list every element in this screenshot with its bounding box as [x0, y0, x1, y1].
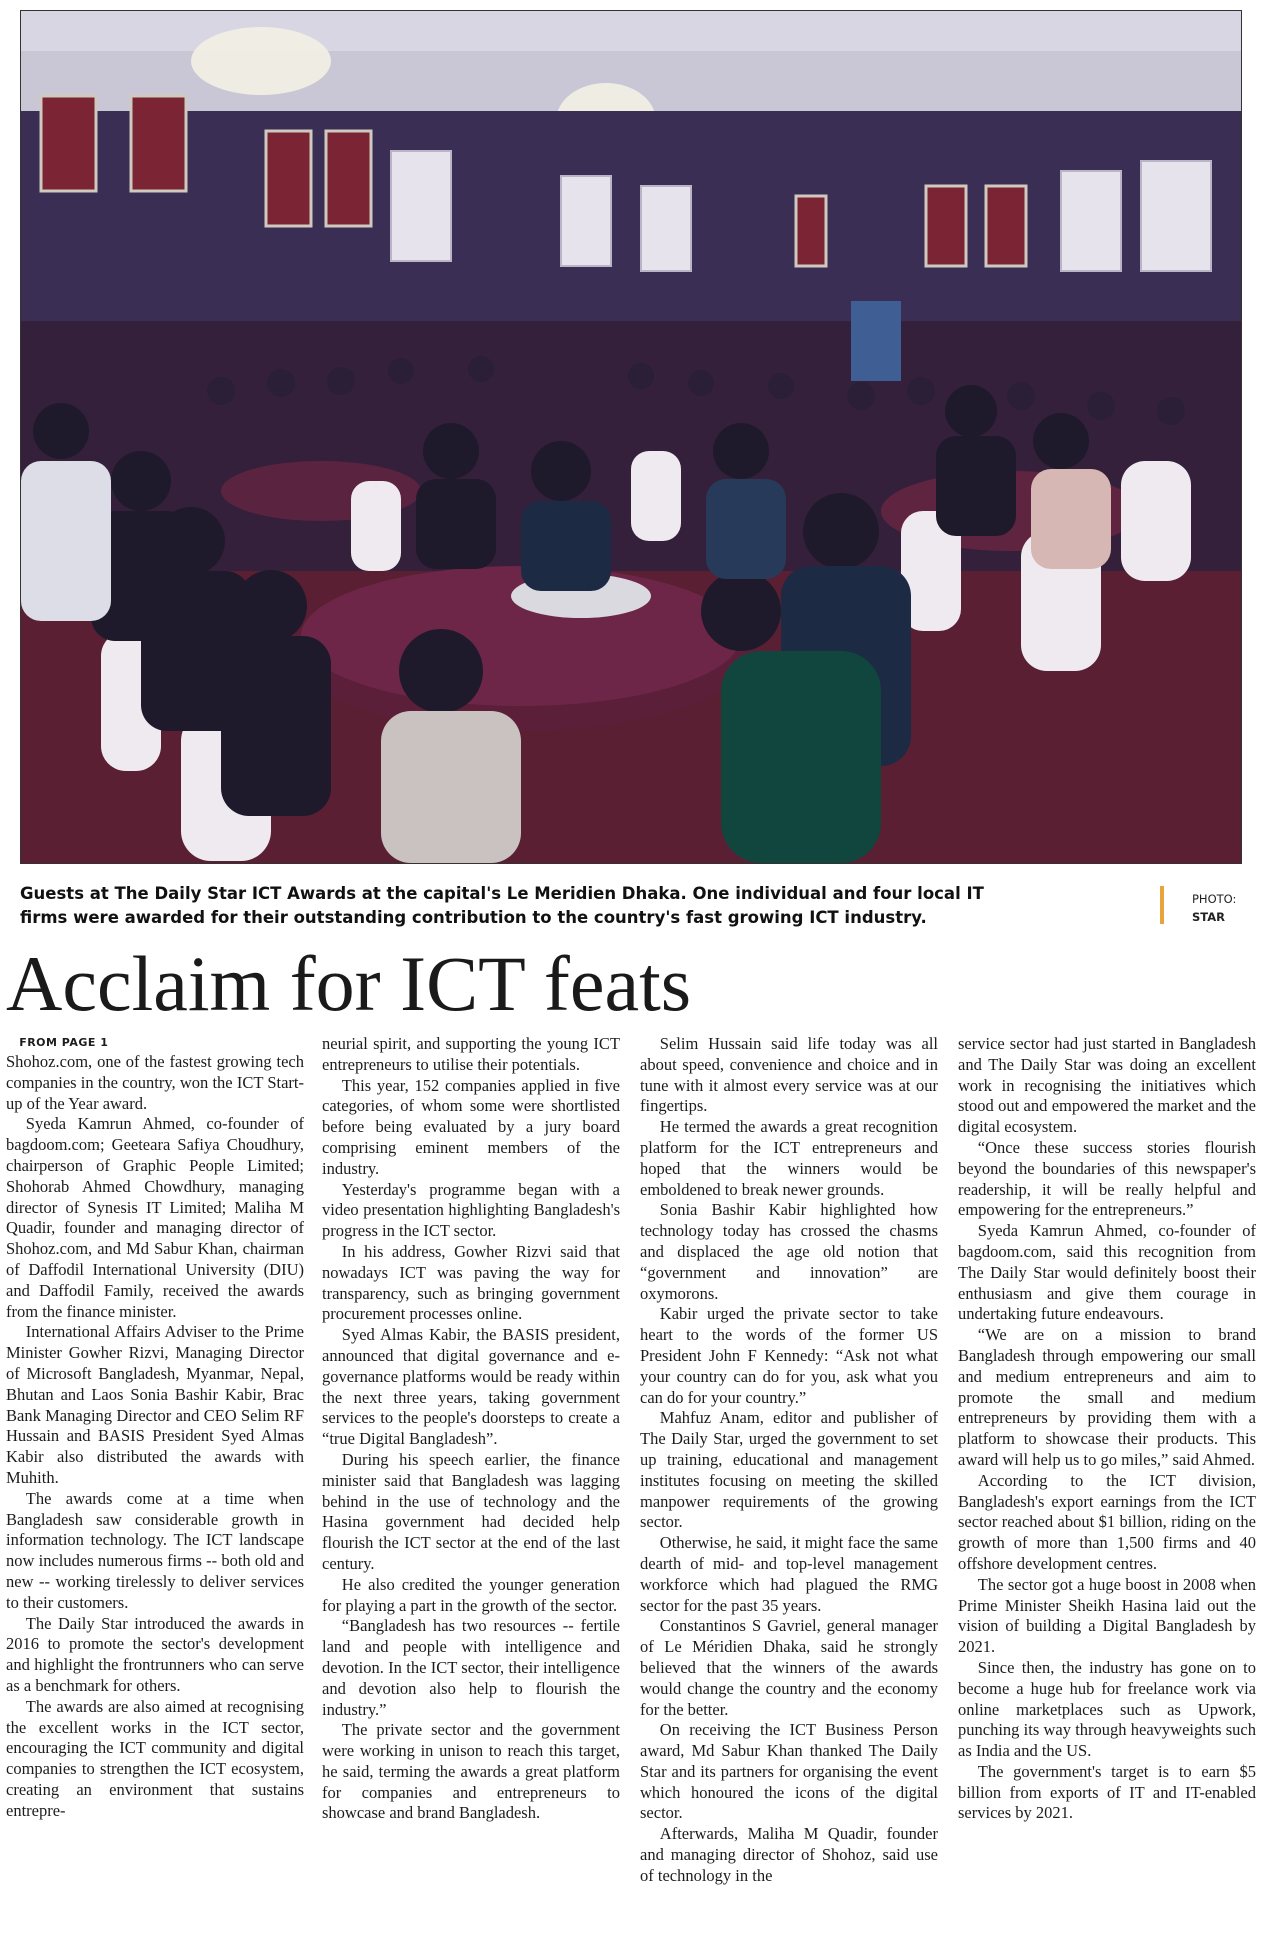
photo-credit-source: STAR	[1192, 910, 1225, 924]
paragraph: Shohoz.com, one of the fastest growing tech companies in the country, won the ICT Start-up of the Year award.	[6, 1052, 304, 1113]
ballroom-photo-illustration	[21, 11, 1241, 863]
paragraph: Otherwise, he said, it might face the same dearth of mid- and top-level management workforce which had plagued the RMG sector for the past 35 years.	[640, 1533, 938, 1615]
paragraph: “Once these success stories flourish beyond the boundaries of this newspaper's readership, it will be really helpful and empowering for the entrepreneurs.”	[958, 1137, 1256, 1220]
paragraph: Since then, the industry has gone on to become a huge hub for freelance work via online marketplaces such as Upwork, punching its way through heavyweights such as India and the US.	[958, 1657, 1256, 1761]
paragraph: Syeda Kamrun Ahmed, co-founder of bagdoom.com; Geeteara Safiya Choudhury, chairperson of Graphic People Limited; Shohorab Ahmed Chowdhury, managing director of Synesis IT Limited; Maliha M Quadir, founder and managing director of Shohoz.com, and Md Sabur Khan, chairman of Daffodil International University (DIU) and Daffodil Family, received the awards from the finance minister.	[6, 1114, 304, 1321]
event-photo	[20, 10, 1242, 864]
paragraph: Mahfuz Anam, editor and publisher of The Daily Star, urged the government to set up training, educational and management institutes focusing on meeting the skilled manpower requirements of the growing sector.	[640, 1408, 938, 1532]
photo-credit-label: PHOTO:	[1192, 892, 1237, 906]
paragraph: “Bangladesh has two resources -- fertile land and people with intelligence and devotion. In the ICT sector, their intelligence and devotion also help to flourish the industry.”	[322, 1616, 620, 1719]
photo-caption: Guests at The Daily Star ICT Awards at the capital's Le Meridien Dhaka. One individual and four local IT firms were awarded for their outstanding contribution to the country's fast growing ICT industry.	[20, 884, 984, 927]
paragraph: neurial spirit, and supporting the young ICT entrepreneurs to utilise their potentials.	[322, 1034, 620, 1074]
paragraph: Afterwards, Maliha M Quadir, founder and managing director of Shohoz, said use of technology in the	[640, 1824, 938, 1885]
paragraph: The awards are also aimed at recognising the excellent works in the ICT sector, encouraging the ICT community and digital companies to strengthen the ICT ecosystem, creating an environment that sustains entrepre-	[6, 1696, 304, 1820]
paragraph: Yesterday's programme began with a video presentation highlighting Bangladesh's progress in the ICT sector.	[322, 1179, 620, 1241]
article-column-1	[6, 1034, 304, 1949]
paragraph: Syed Almas Kabir, the BASIS president, announced that digital governance and e-governance platforms would be ready within the next three years, taking government services to the people's doorsteps to create a “true Digital Bangladesh”.	[322, 1325, 620, 1449]
article-column-2	[322, 1034, 620, 1949]
article-column-4	[958, 1034, 1256, 1949]
paragraph: “We are on a mission to brand Bangladesh through empowering our small and medium entrepreneurs and aim to promote the small and medium entrepreneurs by providing them with a platform to showcase their products. This award will help us to go miles,” said Ahmed.	[958, 1325, 1256, 1469]
paragraph: In his address, Gowher Rizvi said that nowadays ICT was paving the way for transparency, such as bringing government procurement processes online.	[322, 1241, 620, 1324]
paragraph: Syeda Kamrun Ahmed, co-founder of bagdoom.com, said this recognition from The Daily Star would definitely boost their enthusiasm and give them courage in undertaking future endeavours.	[958, 1221, 1256, 1324]
paragraph: He also credited the younger generation for playing a part in the growth of the sector.	[322, 1574, 620, 1615]
paragraph: During his speech earlier, the finance minister said that Bangladesh was lagging behind in the use of technology and the Hasina government had decided help flourish the ICT sector at the end of the last century.	[322, 1449, 620, 1573]
headline: Acclaim for ICT feats	[6, 940, 692, 1027]
paragraph: According to the ICT division, Bangladesh's export earnings from the ICT sector reached about $1 billion, riding on the growth of more than 1,500 firms and 40 offshore development centres.	[958, 1470, 1256, 1573]
paragraph: service sector had just started in Bangladesh and The Daily Star was doing an excellent work in recognising the initiatives which stood out and empowered the market and the digital ecosystem.	[958, 1034, 1256, 1137]
paragraph: The government's target is to earn $5 billion from exports of IT and IT-enabled services by 2021.	[958, 1761, 1256, 1823]
paragraph: The private sector and the government were working in unison to reach this target, he said, terming the awards a great platform for companies and entrepreneurs to showcase and brand Bangladesh.	[322, 1720, 620, 1823]
paragraph: The sector got a huge boost in 2008 when Prime Minister Sheikh Hasina laid out the vision of building a Digital Bangladesh by 2021.	[958, 1574, 1256, 1657]
paragraph: On receiving the ICT Business Person award, Md Sabur Khan thanked The Daily Star and its partners for organising the event which honoured the icons of the digital sector.	[640, 1720, 938, 1823]
paragraph: The awards come at a time when Bangladesh saw considerable growth in information technology. The ICT landscape now includes numerous firms -- both old and new -- working tirelessly to deliver services to their customers.	[6, 1488, 304, 1612]
paragraph: Selim Hussain said life today was all about speed, convenience and choice and in tune with it almost every service was at our fingertips.	[640, 1034, 938, 1116]
paragraph: Kabir urged the private sector to take heart to the words of the former US President John F Kennedy: “Ask not what your country can do for you, ask what you can do for your country.”	[640, 1304, 938, 1407]
article-column-3	[640, 1034, 938, 1949]
credit-accent-bar	[1160, 886, 1164, 924]
from-page-kicker: FROM PAGE 1	[19, 1036, 109, 1049]
paragraph: This year, 152 companies applied in five categories, of whom some were shortlisted before being evaluated by a jury board comprising eminent members of the industry.	[322, 1075, 620, 1178]
paragraph: Constantinos S Gavriel, general manager of Le Méridien Dhaka, said he strongly believed that the winners of the awards would change the country and the economy for the better.	[640, 1616, 938, 1719]
paragraph: International Affairs Adviser to the Prime Minister Gowher Rizvi, Managing Director of Microsoft Bangladesh, Myanmar, Nepal, Bhutan and Laos Sonia Bashir Kabir, Brac Bank Managing Director and CEO Selim RF Hussain and BASIS President Syed Almas Kabir also distributed the awards with Muhith.	[6, 1322, 304, 1487]
paragraph: Sonia Bashir Kabir highlighted how technology today has crossed the chasms and displaced the age old notion that “government and innovation” are oxymorons.	[640, 1200, 938, 1303]
photo-credit	[1192, 890, 1236, 926]
paragraph: The Daily Star introduced the awards in 2016 to promote the sector's development and highlight the frontrunners who can serve as a benchmark for others.	[6, 1613, 304, 1695]
paragraph: He termed the awards a great recognition platform for the ICT entrepreneurs and hoped that the winners would be emboldened to break newer grounds.	[640, 1117, 938, 1199]
